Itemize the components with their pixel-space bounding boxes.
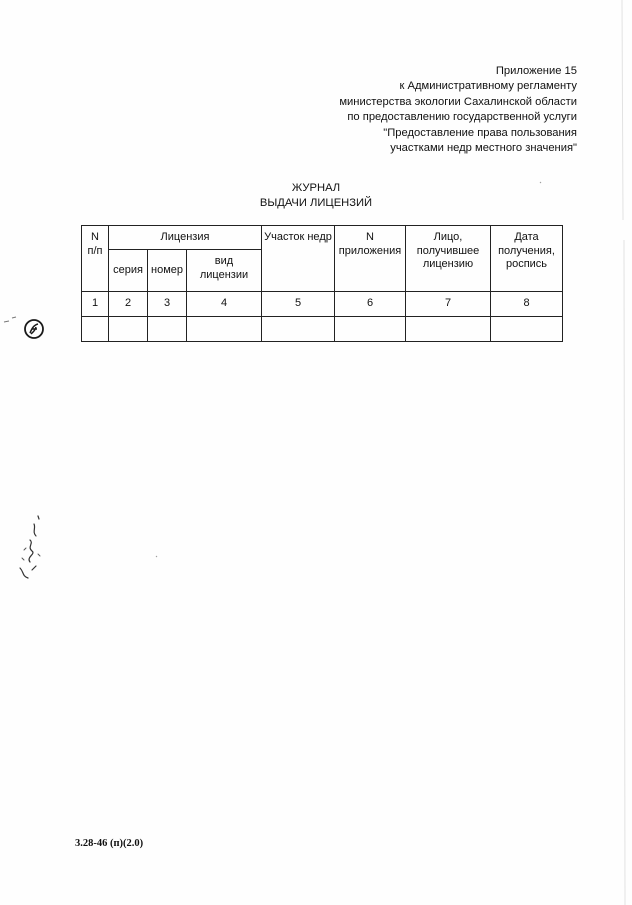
header-cell-plot: Участок недр [262, 226, 335, 292]
column-number-cell: 3 [148, 292, 187, 317]
column-number-cell: 8 [491, 292, 563, 317]
header-line: Приложение 15 [495, 65, 577, 77]
column-number-cell: 6 [335, 292, 406, 317]
header-cell-date: Дата получения, роспись [491, 226, 563, 292]
header-cell-appendix: N приложения [335, 226, 406, 292]
document-code: 3.28-46 (п)(2.0) [75, 838, 144, 849]
column-number-cell: 1 [82, 292, 109, 317]
header-line: по предоставлению государственной услуги [347, 111, 577, 124]
header-line: к Административному регламенту [399, 80, 577, 93]
header-line: участками недр местного значения" [390, 142, 577, 155]
title-line: ВЫДАЧИ ЛИЦЕНЗИЙ [259, 197, 373, 209]
column-number-cell: 4 [187, 292, 262, 317]
header-cell-person: Лицо, получившее лицензию [406, 226, 491, 292]
subheader-cell-number: номер [148, 250, 187, 292]
header-cell-license: Лицензия [109, 226, 262, 250]
title-line: ЖУРНАЛ [291, 182, 341, 194]
subheader-cell-series: серия [109, 250, 148, 292]
header-line: "Предоставление права пользования [383, 126, 577, 139]
subheader-cell-type: вид лицензии [187, 250, 262, 292]
header-line: министерства экологии Сахалинской области [339, 95, 577, 108]
column-number-cell: 5 [262, 292, 335, 317]
column-number-cell: 2 [109, 292, 148, 317]
header-cell-number: N п/п [82, 226, 109, 292]
column-number-cell: 7 [406, 292, 491, 317]
